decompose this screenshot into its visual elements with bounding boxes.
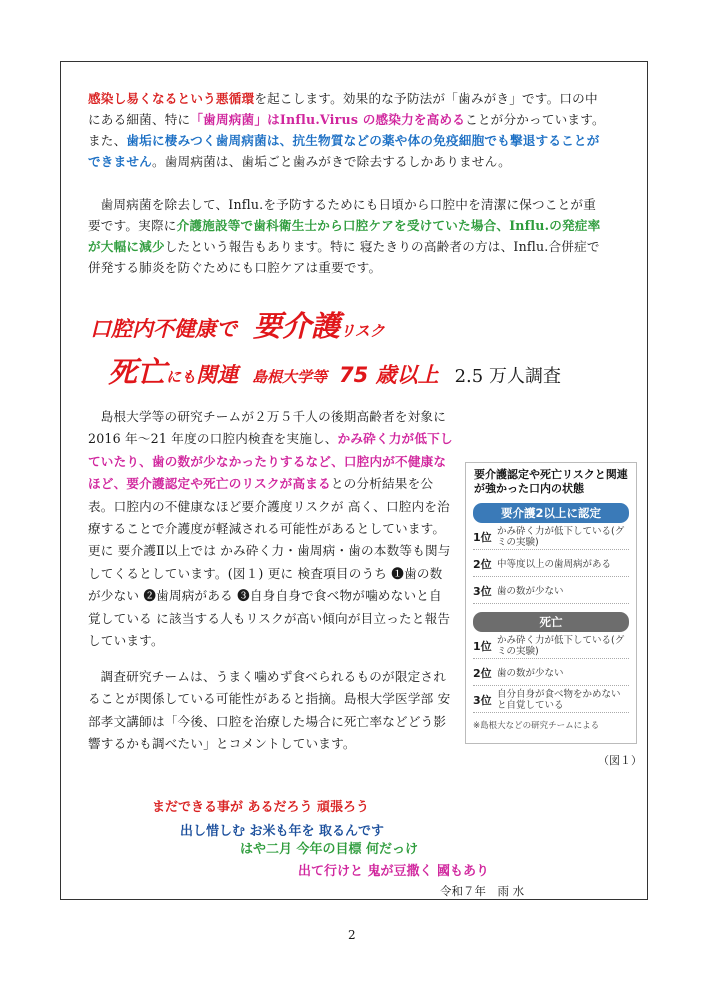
intro-text-2: ことが分かっています。また、	[88, 112, 605, 148]
intro-text-3: 。歯周病菌は、歯垢ごと歯みがきで除去するしかありません。	[151, 154, 511, 169]
article-text-2: との分析結果を公表。口腔内の不健康なほど要介護度リスクが 高く、口腔内を治療することで介護度が軽減される可能性があるとしています。更に 要介護Ⅱ以上では かみ砕く力・歯周病・歯の本数等も関与してくるとしています。(図１) 更に 検査項目のうち ❶歯の数が少ない ❷歯周病がある ❸自身自身で食べ物が噛めないと自覚している に該当する人もリスクが高い傾向が目立ったと報告しています。	[88, 476, 451, 649]
headline-part-5: にも	[166, 368, 197, 386]
infobox-rank: 1位	[473, 531, 492, 544]
article-paragraph-2	[88, 666, 454, 756]
article-magenta-text: かみ砕く力が低下していたり、歯の数が少なかったりするなど、口腔内が不健康なほど、要介護認定や死亡のリスクが高まる	[88, 431, 453, 492]
headline-line-2	[108, 350, 561, 391]
headline-part-6: 関連	[196, 363, 239, 387]
infobox-rank: 3位	[473, 585, 492, 598]
article-paragraph-1	[88, 406, 454, 652]
page-number: 2	[348, 928, 356, 942]
intro-red-text: 感染し易くなるという悪循環	[88, 91, 255, 106]
headline-part-9: 2.5 万人調査	[454, 366, 561, 387]
infobox-row	[473, 688, 629, 713]
infobox-desc: かみ砕く力が低下している(グミの実験)	[497, 635, 625, 657]
figure-infobox	[465, 462, 637, 744]
infobox-desc: 自分自身が食べ物をかめないと自覚している	[497, 689, 621, 711]
intro-text-4: 歯周病菌を除去して、Influ.を予防するためにも日頃から口腔中を清潔に保つことが重要です。実際に	[88, 197, 597, 233]
poem-line-4: 出て行けと 鬼が豆撒く 國もあり	[298, 864, 490, 879]
infobox-row	[473, 661, 629, 686]
figure-label: （図１）	[598, 754, 642, 767]
intro-magenta-text-2: Influ.Virus の感染力を高める	[279, 112, 466, 127]
poem-line-3: はや二月 今年の目標 何だっけ	[240, 842, 419, 857]
infobox-section-care: 要介護2以上に認定	[473, 503, 629, 523]
headline-line-1	[90, 304, 385, 345]
infobox-row	[473, 579, 629, 604]
infobox-rank: 2位	[473, 667, 492, 680]
infobox-desc: かみ砕く力が低下している(グミの実験)	[497, 526, 625, 548]
intro-blue-text: 歯垢に棲みつく歯周病菌は、抗生物質などの薬や体の免疫細胞でも撃退することができません	[88, 133, 600, 169]
article-text-3: 調査研究チームは、うまく噛めず食べられるものが限定されることが関係している可能性があると指摘。島根大学医学部 安部孝文講師は「今後、口腔を治療した場合に死亡率などどう影響するかも調べたい」とコメントしています。	[88, 669, 451, 752]
infobox-desc: 歯の数が少ない	[497, 585, 564, 597]
headline-part-8: 75 歳以上	[339, 363, 439, 387]
poem-line-2: 出し惜しむ お米も年を 取るんです	[180, 824, 385, 839]
poem-line-1: まだできる事が あるだろう 頑張ろう	[152, 800, 370, 815]
headline-part-3: リスク	[340, 322, 385, 340]
infobox-row	[473, 552, 629, 577]
infobox-desc: 中等度以上の歯周病がある	[497, 558, 612, 570]
intro-paragraph-1	[88, 88, 608, 172]
intro-magenta-text: 「歯周病菌」は	[190, 112, 280, 127]
intro-text-1: を起こします。効果的な予防法が「歯みがき」です。口の中にある細菌、特に	[88, 91, 598, 127]
infobox-desc: 歯の数が少ない	[497, 667, 564, 679]
infobox-title: 要介護認定や死亡リスクと関連が強かった口内の状態	[474, 468, 628, 495]
infobox-row	[473, 634, 629, 659]
article-text-1: 島根大学等の研究チームが２万５千人の後期高齢者を対象に 2016 年〜21 年度の口腔内検査を実施し、	[88, 409, 447, 447]
headline-part-4: 死亡	[108, 355, 167, 389]
infobox-rank: 3位	[473, 694, 492, 707]
infobox-rank: 1位	[473, 640, 492, 653]
infobox-note: ※島根大などの研究チームによる	[473, 721, 600, 731]
intro-green-text: 介護施設等で歯科衛生士から口腔ケアを受けていた場合、Influ.の発症率が大幅に減少	[88, 218, 601, 254]
infobox-section-death: 死亡	[473, 612, 629, 632]
intro-paragraph-2	[88, 194, 608, 278]
infobox-row	[473, 525, 629, 550]
date-signature: 令和７年 雨 水	[440, 884, 525, 898]
infobox-rank: 2位	[473, 558, 492, 571]
intro-text-5: したという報告もあります。特に 寝たきりの高齢者の方は、Influ.合併症で併発する肺炎を防ぐためにも口腔ケアは重要です。	[88, 239, 600, 275]
headline-part-1: 口腔内不健康で	[90, 317, 237, 341]
headline-part-2: 要介護	[253, 309, 341, 343]
headline-part-7: 島根大学等	[252, 368, 328, 386]
